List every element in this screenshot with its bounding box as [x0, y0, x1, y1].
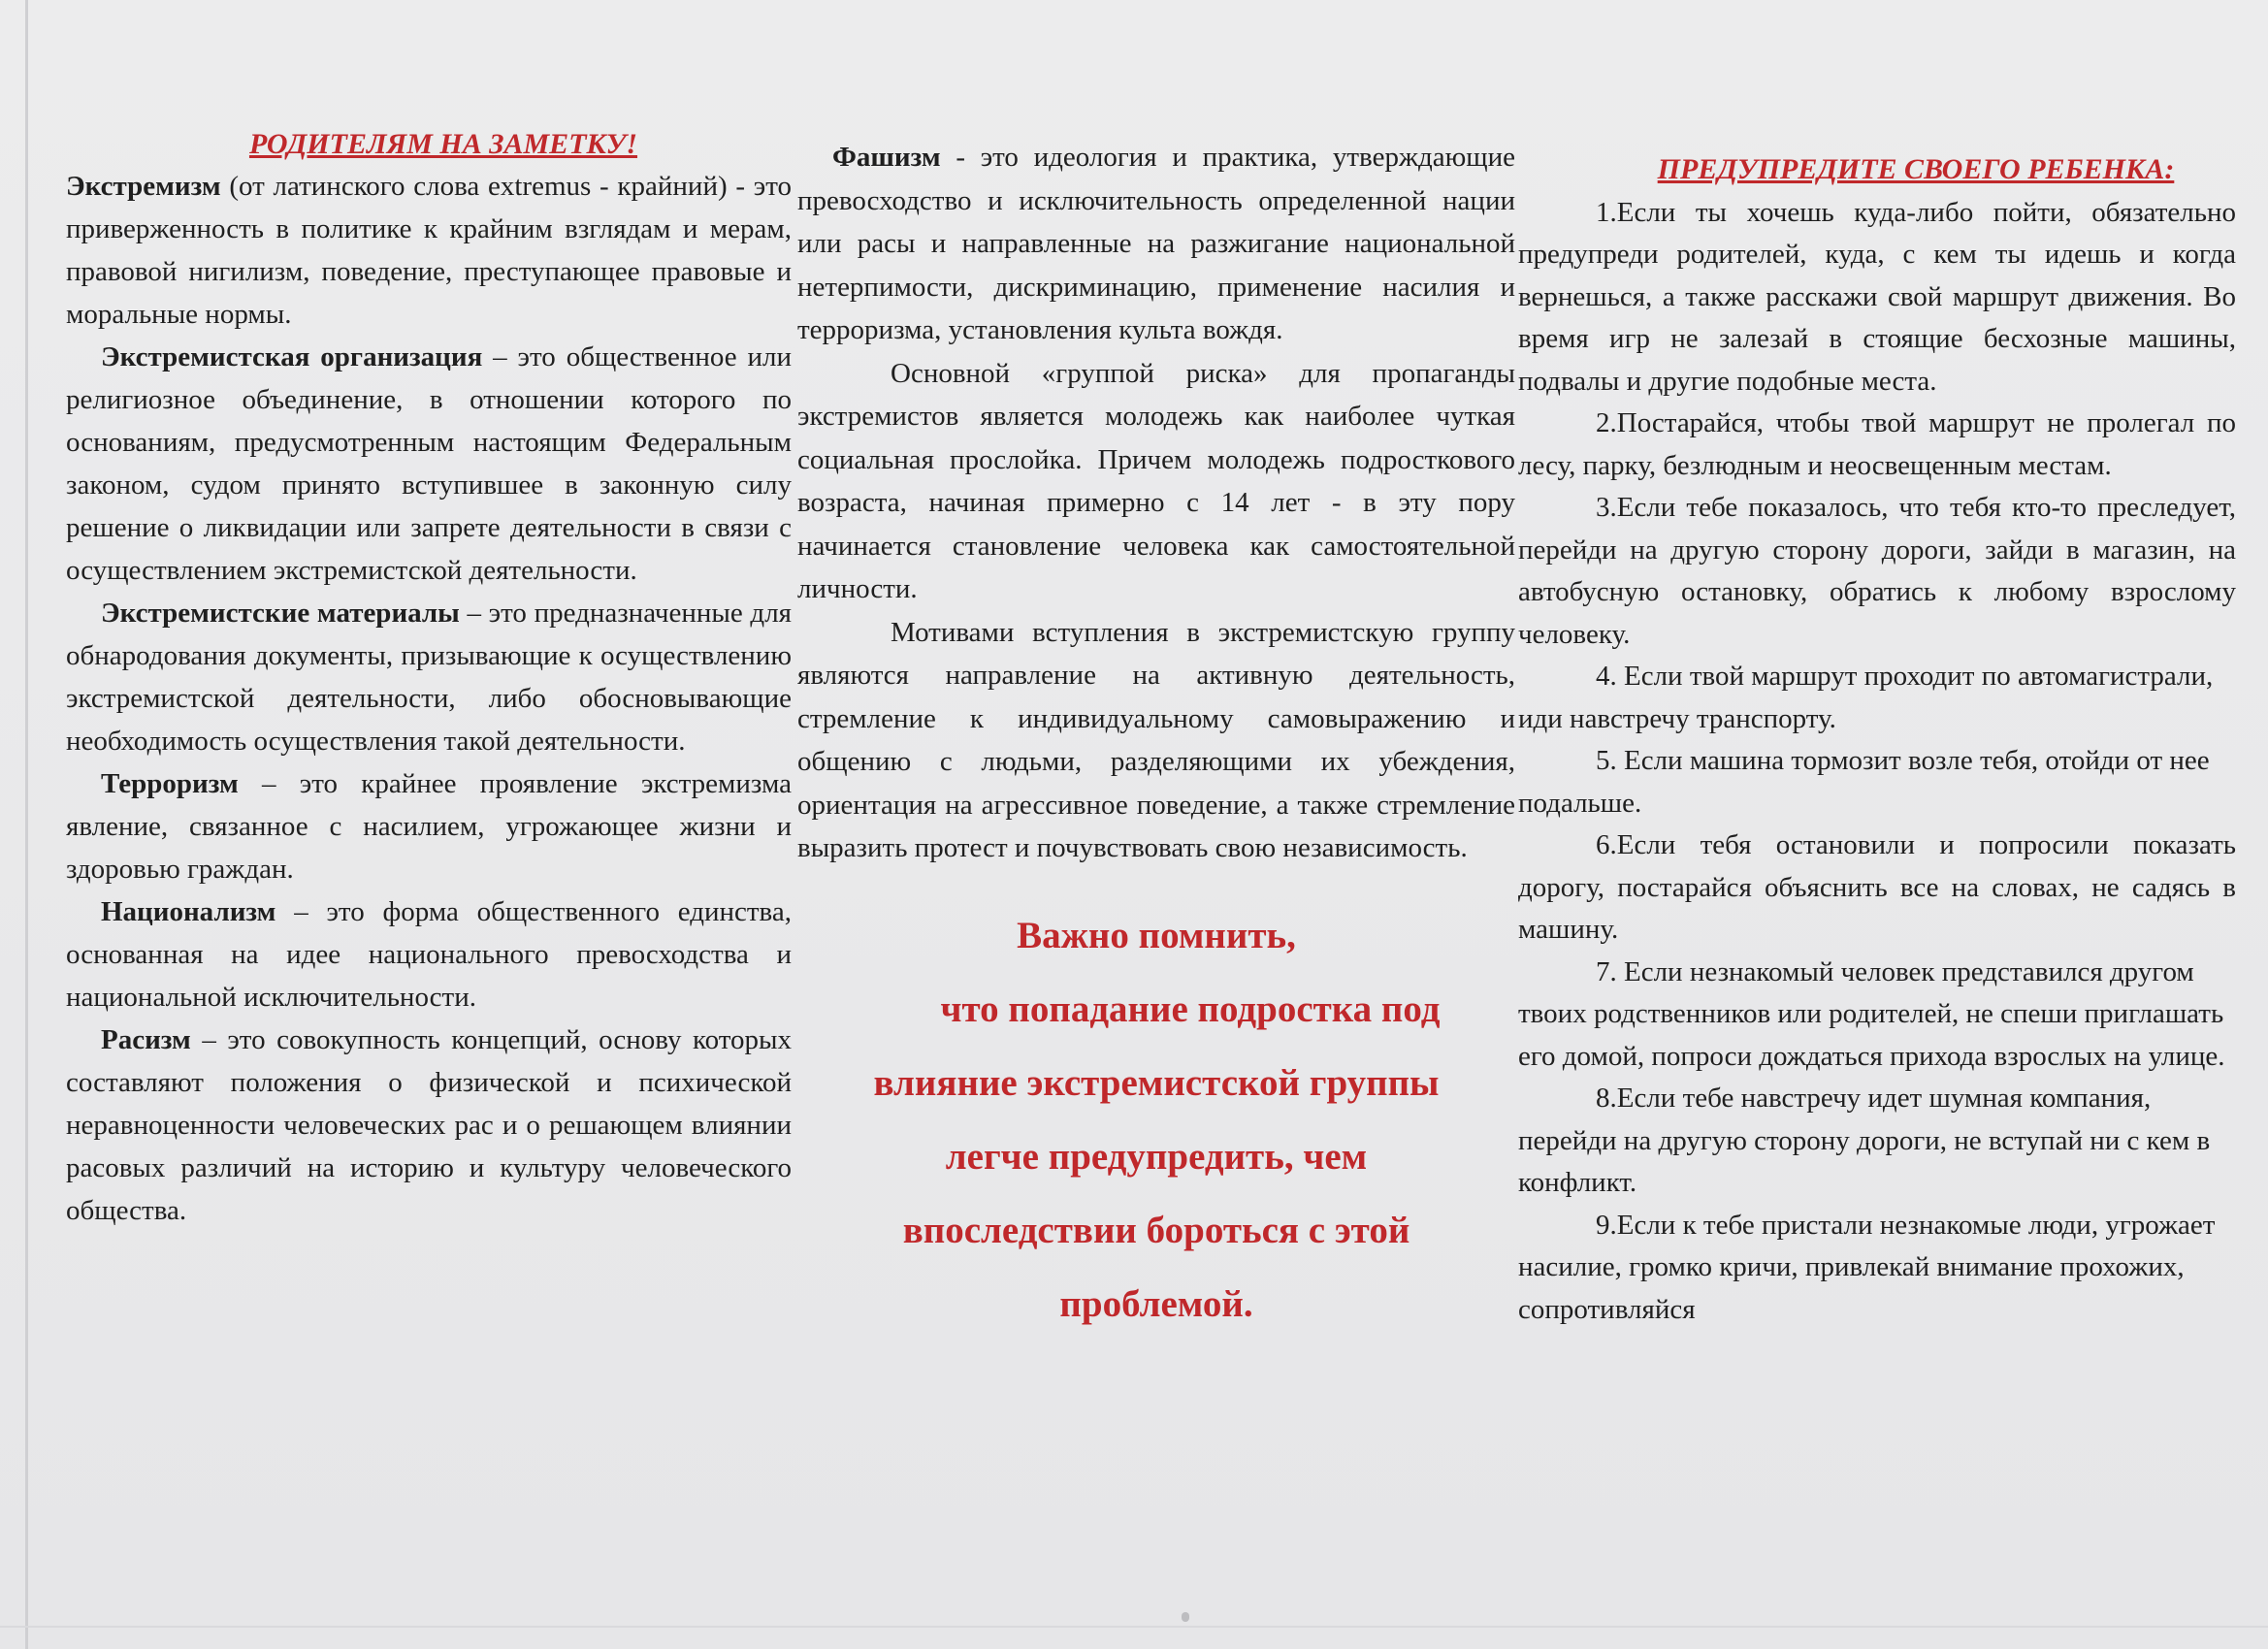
warn-child-title: ПРЕДУПРЕДИТЕ СВОЕГО РЕБЕНКА: — [1657, 153, 2175, 185]
term-racism: Расизм — [101, 1023, 191, 1055]
tip-item-2: 2.Постарайся, чтобы твой маршрут не пролегал по лесу, парку, безлюдным и неосвещенным местам. — [1518, 407, 2236, 481]
column-fascism-and-risk — [797, 136, 1515, 1342]
definition-nationalism: – это форма общественного единства, основанная на идее национального превосходства и национальной исключительности. — [66, 895, 792, 1013]
tip-item-9: 9.Если к тебе пристали незнакомые люди, угрожает насилие, громко кричи, привлекай внимание прохожих, сопротивляйся — [1518, 1209, 2216, 1325]
tip-item-7: 7. Если незнакомый человек представился другом твоих родственников или родителей, не спеши приглашать его домой, попроси дождаться прихода взрослых на улице. — [1518, 955, 2225, 1072]
paragraph-motives: Мотивами вступления в экстремистскую группу являются направление на активную деятельность, стремление к индивидуальному самовыражению и общению с людьми, разделяющими их убеждения, ориентация на агрессивное поведение, а также стремление выразить протест и почувствовать свою независимость. — [797, 616, 1515, 863]
paragraph-extremist-organization — [66, 336, 792, 592]
parents-note-title: РОДИТЕЛЯМ НА ЗАМЕТКУ! — [248, 128, 638, 160]
scan-dot — [1182, 1612, 1189, 1622]
term-extremist-organization: Экстремистская организация — [101, 340, 483, 372]
definition-fascism: - это идеология и практика, утверждающие превосходство и исключительность определенной нации или расы и направленные на разжигание национальной нетерпимости, дискриминацию, применение насилия и терроризма, установления культа вождя. — [797, 142, 1515, 345]
column-definitions — [66, 126, 792, 1232]
important-line-3: влияние экстремистской группы — [873, 1061, 1440, 1104]
important-notice — [797, 899, 1515, 1342]
paragraph-extremist-materials — [66, 592, 792, 762]
definition-terrorism: – это крайнее проявление экстремизма явление, связанное с насилием, угрожающее жизни и здоровью граждан. — [66, 767, 792, 885]
definition-racism: – это совокупность концепций, основу которых составляют положения о физической и психической неравноценности человеческих рас и о решающем влиянии расовых различий на историю и культуру человеческого общества. — [66, 1023, 792, 1226]
paragraph-risk-group: Основной «группой риска» для пропаганды экстремистов является молодежь как наиболее чуткая социальная прослойка. Причем молодежь подросткового возраста, начиная примерно с 14 лет - в эту пору начинается становление человека как самостоятельной личности. — [797, 357, 1515, 604]
paragraph-fascism — [797, 136, 1515, 352]
definition-extremism: (от латинского слова extremus - крайний) - это приверженность в политике к крайним взглядам и мерам, правовой нигилизм, поведение, преступающее правовые и моральные нормы. — [66, 170, 792, 330]
important-line-1: Важно помнить, — [1017, 914, 1296, 956]
column-safety-tips — [1518, 151, 2236, 1331]
paragraph-racism — [66, 1018, 792, 1232]
important-line-4: легче предупредить, чем — [945, 1135, 1368, 1178]
term-extremist-materials: Экстремистские материалы — [101, 597, 460, 629]
tip-item-6: 6.Если тебя остановили и попросили показать дорогу, постарайся объяснить все на словах, не садясь в машину. — [1518, 829, 2236, 945]
important-line-2: что попадание подростка под — [940, 987, 1441, 1030]
tip-item-1: 1.Если ты хочешь куда-либо пойти, обязательно предупреди родителей, куда, с кем ты идешь и когда вернешься, а также расскажи свой маршрут движения. Во время игр не залезай в стоящие бесхозные машины, подвалы и другие подобные места. — [1518, 196, 2236, 397]
term-terrorism: Терроризм — [101, 767, 239, 799]
paragraph-terrorism — [66, 762, 792, 890]
page-bottom-edge — [0, 1626, 2268, 1628]
tip-item-4: 4. Если твой маршрут проходит по автомагистрали, иди навстречу транспорту. — [1518, 661, 2214, 734]
definition-extremist-materials: – это предназначенные для обнародования документы, призывающие к осуществлению экстремистской деятельности, либо обосновывающие необходимость осуществления такой деятельности. — [66, 597, 792, 757]
term-nationalism: Национализм — [101, 895, 276, 927]
tip-item-8: 8.Если тебе навстречу идет шумная компания, перейди на другую сторону дороги, не вступай ни с кем в конфликт. — [1518, 1083, 2211, 1198]
important-line-6: проблемой. — [1059, 1282, 1253, 1325]
tip-item-3: 3.Если тебе показалось, что тебя кто-то преследует, перейди на другую сторону дороги, зайди в магазин, на автобусную остановку, обратись к любому взрослому человеку. — [1518, 492, 2236, 650]
important-line-5: впоследствии бороться с этой — [902, 1209, 1410, 1251]
tip-item-5: 5. Если машина тормозит возле тебя, отойди от нее подальше. — [1518, 745, 2210, 819]
term-fascism: Фашизм — [832, 142, 941, 173]
paragraph-extremism — [66, 165, 792, 336]
paragraph-nationalism — [66, 890, 792, 1018]
term-extremism: Экстремизм — [66, 170, 221, 202]
definition-extremist-organization: – это общественное или религиозное объединение, в отношении которого по основаниям, предусмотренным настоящим Федеральным законом, судом принято вступившее в законную силу решение о ликвидации или запрете деятельности в связи с осуществлением экстремистской деятельности. — [66, 340, 792, 586]
page-left-edge — [25, 0, 28, 1649]
